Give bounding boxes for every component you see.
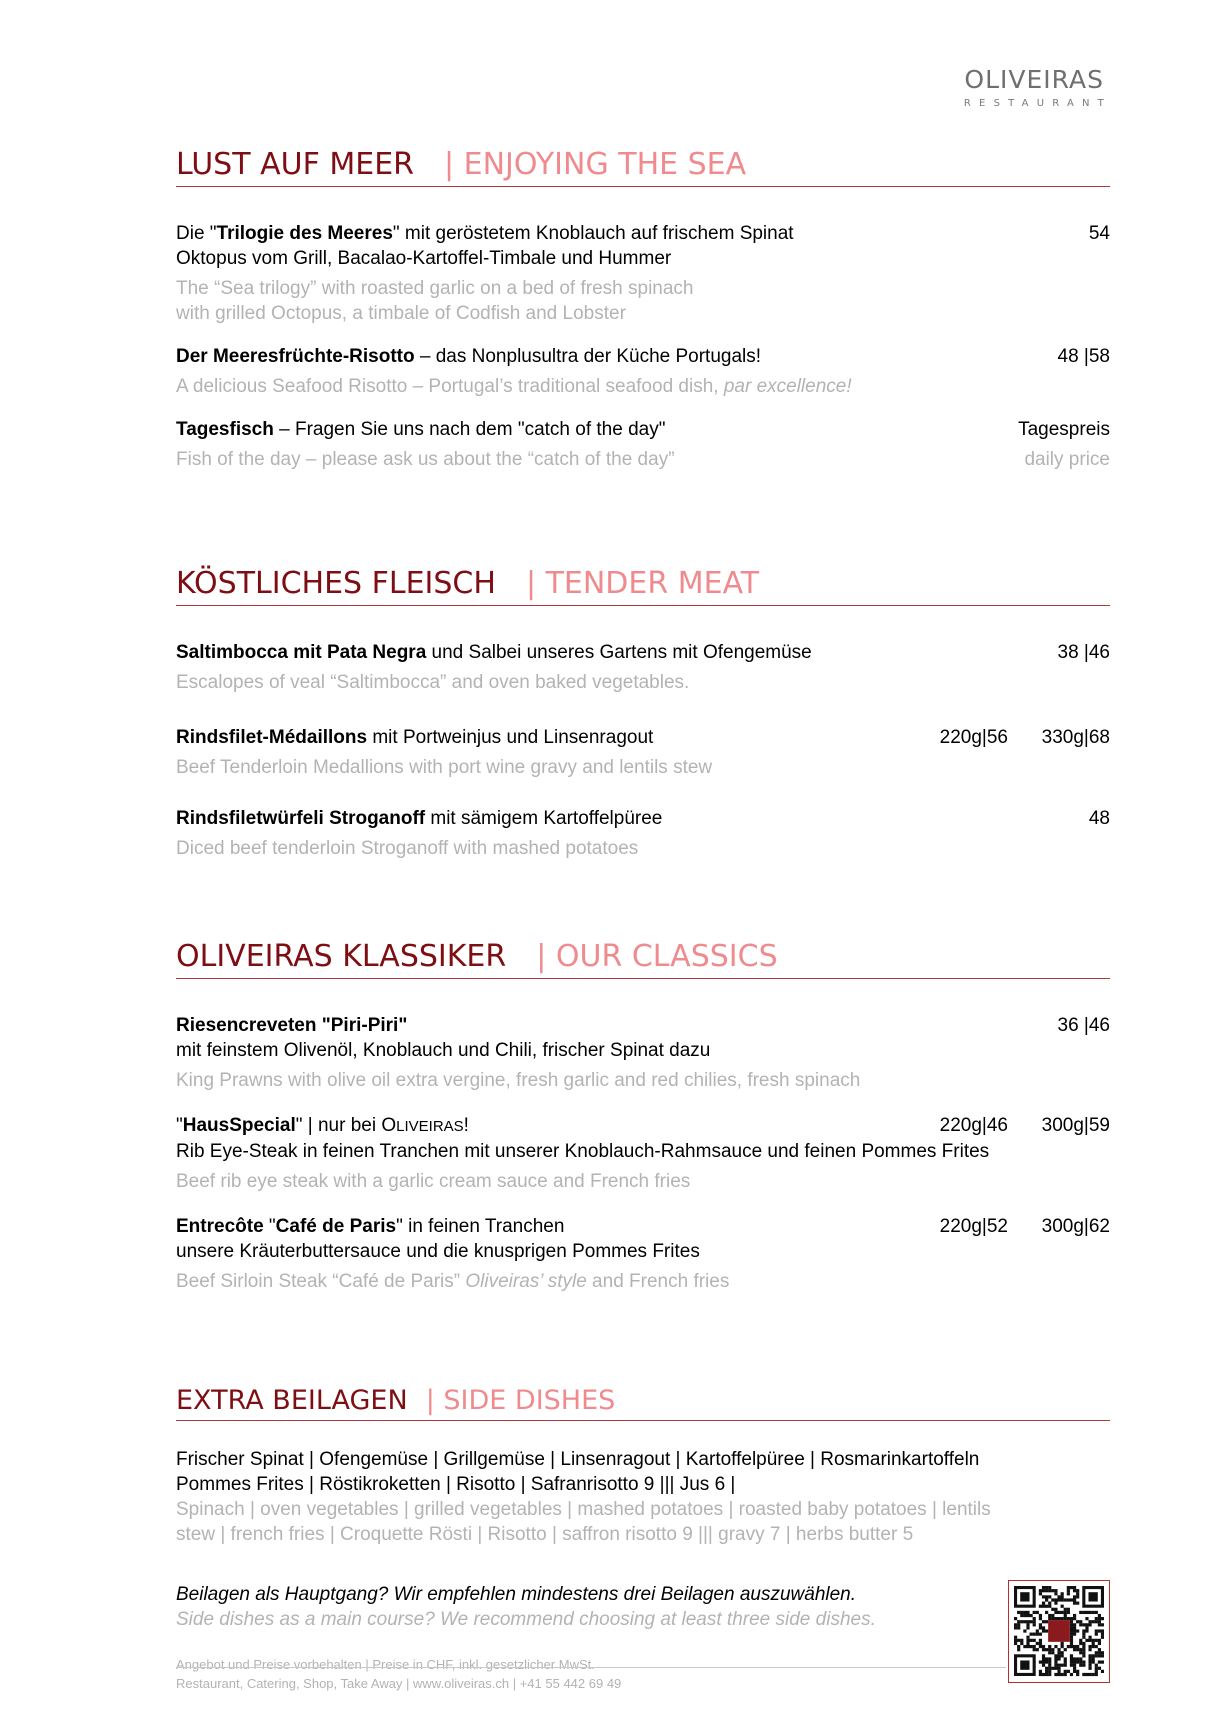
footer bbox=[176, 1655, 621, 1693]
item-price-en: daily price bbox=[1024, 449, 1110, 470]
section-meat bbox=[176, 565, 1110, 861]
item-price-large: 300g|62 bbox=[1041, 1216, 1110, 1237]
item-name: Tagesfisch bbox=[176, 419, 274, 440]
item-price-small: 220g|56 bbox=[939, 727, 1008, 748]
item-name: Rindsfiletwürfeli Stroganoff bbox=[176, 808, 426, 829]
menu-item bbox=[176, 806, 1110, 861]
item-description-de-2: mit feinstem Olivenöl, Knoblauch und Chili, frischer Spinat dazu bbox=[176, 1040, 711, 1061]
qr-code-icon bbox=[1008, 1580, 1110, 1683]
item-description-en: The “Sea trilogy” with roasted garlic on a bed of fresh spinach bbox=[176, 278, 694, 299]
item-name: Der Meeresfrüchte-Risotto bbox=[176, 346, 415, 367]
side-dishes-de: Frischer Spinat | Ofengemüse | Grillgemüse | Linsenragout | Kartoffelpüree | Rosmarinkartoffeln bbox=[176, 1449, 980, 1470]
section-heading bbox=[176, 146, 1110, 187]
item-name: Trilogie des Meeres bbox=[216, 223, 393, 244]
menu-item bbox=[176, 640, 1110, 695]
item-name: HausSpecial bbox=[182, 1115, 296, 1136]
qr-code-graphic bbox=[1014, 1586, 1104, 1677]
item-description-de: Rindsfiletwürfeli Stroganoff mit sämigem Kartoffelpüree bbox=[176, 808, 663, 829]
logo-subtitle: RESTAURANT bbox=[963, 98, 1112, 109]
side-dishes-en: Spinach | oven vegetables | grilled vegetables | mashed potatoes | roasted baby potatoes | lentils bbox=[176, 1499, 991, 1520]
item-description-en: Diced beef tenderloin Stroganoff with mashed potatoes bbox=[176, 838, 639, 859]
item-description-de-2: Oktopus vom Grill, Bacalao-Kartoffel-Timbale und Hummer bbox=[176, 248, 672, 269]
section-title-en: | SIDE DISHES bbox=[425, 1385, 616, 1416]
section-title-en: | TENDER MEAT bbox=[525, 566, 760, 601]
footer-line-2: Restaurant, Catering, Shop, Take Away | www.oliveiras.ch | +41 55 442 69 49 bbox=[176, 1676, 622, 1691]
section-title-de: KÖSTLICHES FLEISCH bbox=[176, 566, 496, 601]
item-description-de bbox=[176, 1013, 1110, 1038]
item-description-de: Der Meeresfrüchte-Risotto – das Nonplusultra der Küche Portugals! bbox=[176, 346, 762, 367]
item-price-small: 220g|46 bbox=[939, 1115, 1008, 1136]
section-title-de: OLIVEIRAS KLASSIKER bbox=[176, 939, 507, 974]
item-description-en: Fish of the day – please ask us about the “catch of the day” bbox=[176, 449, 675, 470]
item-description-de: Rindsfilet-Médaillons mit Portweinjus und Linsenragout bbox=[176, 727, 654, 748]
note-en: Side dishes as a main course? We recommend choosing at least three side dishes. bbox=[176, 1609, 876, 1630]
section-classics bbox=[176, 938, 1110, 1294]
side-dishes-en-2: stew | french fries | Croquette Rösti | Risotto | saffron risotto 9 ||| gravy 7 | herbs butter 5 bbox=[176, 1524, 914, 1545]
item-price: 36 |46 bbox=[1057, 1015, 1110, 1036]
item-description-de-2: Rib Eye-Steak in feinen Tranchen mit unserer Knoblauch-Rahmsauce und feinen Pommes Frites bbox=[176, 1141, 990, 1162]
item-description-de: Entrecôte "Café de Paris" in feinen Tranchen bbox=[176, 1216, 565, 1237]
item-description-de-2: unsere Kräuterbuttersauce und die knusprigen Pommes Frites bbox=[176, 1241, 700, 1262]
menu-item bbox=[176, 221, 1110, 326]
section-title-en: | OUR CLASSICS bbox=[536, 939, 778, 974]
item-price-large: 300g|59 bbox=[1041, 1115, 1110, 1136]
menu-item bbox=[176, 725, 1110, 780]
menu-item bbox=[176, 344, 1110, 399]
section-heading bbox=[176, 1384, 1110, 1421]
item-description-en: Escalopes of veal “Saltimbocca” and oven baked vegetables. bbox=[176, 672, 690, 693]
item-price-small: 220g|52 bbox=[939, 1216, 1008, 1237]
item-price: 38 |46 bbox=[1057, 642, 1110, 663]
item-price: 48 |58 bbox=[1057, 346, 1110, 367]
footer-line-1: Angebot und Preise vorbehalten | Preise in CHF, inkl. gesetzlicher MwSt. bbox=[176, 1657, 595, 1672]
item-description-en: King Prawns with olive oil extra vergine, fresh garlic and red chilies, fresh spinach bbox=[176, 1070, 861, 1091]
side-dish-note bbox=[176, 1582, 876, 1632]
item-description-en-2: with grilled Octopus, a timbale of Codfish and Lobster bbox=[176, 303, 626, 324]
section-title-en: | ENJOYING THE SEA bbox=[444, 147, 747, 182]
section-heading bbox=[176, 565, 1110, 606]
item-description-de: "HausSpecial" | nur bei OLIVEIRAS! bbox=[176, 1115, 469, 1136]
menu-item bbox=[176, 417, 1110, 472]
footer-divider bbox=[176, 1667, 1006, 1668]
item-price: 48 bbox=[1088, 808, 1110, 829]
logo-name: OLIVEIRAS bbox=[964, 65, 1104, 94]
section-heading bbox=[176, 938, 1110, 979]
item-name: Saltimbocca mit Pata Negra bbox=[176, 642, 427, 663]
restaurant-logo bbox=[963, 65, 1112, 109]
item-description-en: Beef Sirloin Steak “Café de Paris” Oliveiras’ style and French fries bbox=[176, 1271, 730, 1292]
item-price-large: 330g|68 bbox=[1041, 727, 1110, 748]
item-name: Entrecôte bbox=[176, 1216, 264, 1237]
side-dishes-de-2: Pommes Frites | Röstikroketten | Risotto | Safranrisotto 9 ||| Jus 6 | bbox=[176, 1474, 736, 1495]
item-description-en: A delicious Seafood Risotto – Portugal’s traditional seafood dish, par excellence! bbox=[176, 376, 852, 397]
section-title-de: EXTRA BEILAGEN bbox=[176, 1385, 408, 1416]
item-price: 54 bbox=[1088, 223, 1110, 244]
menu-item bbox=[176, 1113, 1110, 1194]
item-description-de: Tagesfisch – Fragen Sie uns nach dem "catch of the day" bbox=[176, 419, 666, 440]
section-title-de: LUST AUF MEER bbox=[176, 147, 414, 182]
menu-item bbox=[176, 1013, 1110, 1093]
section-sea bbox=[176, 146, 1110, 472]
section-sides bbox=[176, 1384, 1110, 1547]
item-name: Riesencreveten "Piri-Piri" bbox=[176, 1015, 408, 1036]
note-de: Beilagen als Hauptgang? Wir empfehlen mindestens drei Beilagen auszuwählen. bbox=[176, 1584, 857, 1605]
item-description-de: Die "Trilogie des Meeres" mit geröstetem Knoblauch auf frischem Spinat bbox=[176, 223, 794, 244]
side-dishes-list bbox=[176, 1447, 1110, 1547]
item-description-de: Saltimbocca mit Pata Negra und Salbei unseres Gartens mit Ofengemüse bbox=[176, 642, 812, 663]
item-description-en: Beef rib eye steak with a garlic cream sauce and French fries bbox=[176, 1171, 691, 1192]
menu-item bbox=[176, 1214, 1110, 1294]
item-price: Tagespreis bbox=[1018, 419, 1110, 440]
item-name: Rindsfilet-Médaillons bbox=[176, 727, 368, 748]
item-description-en: Beef Tenderloin Medallions with port wine gravy and lentils stew bbox=[176, 757, 713, 778]
